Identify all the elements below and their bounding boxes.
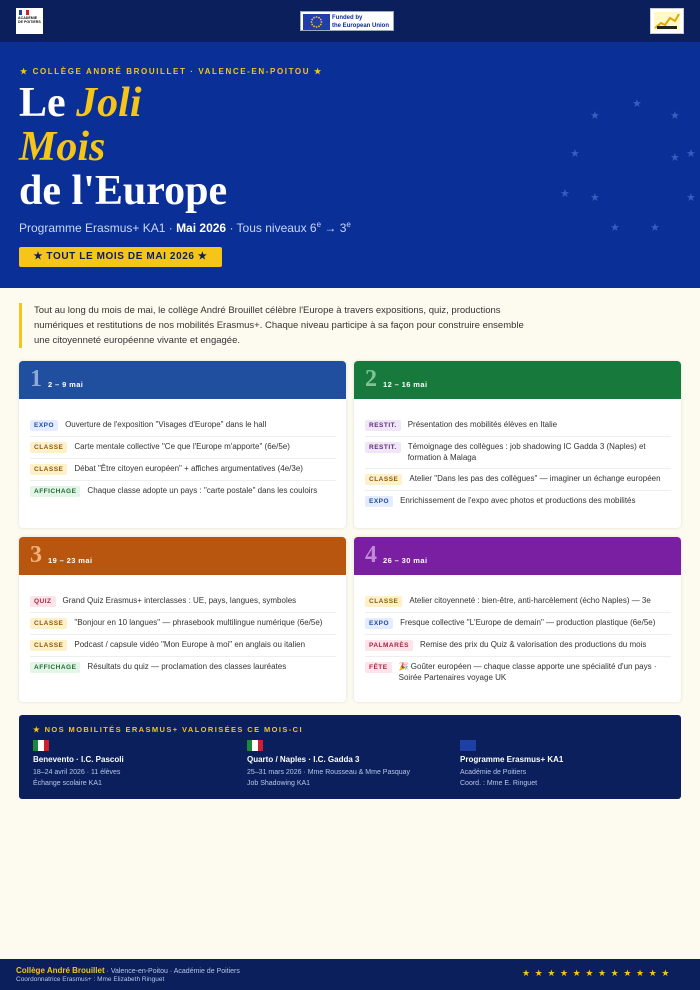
- title-mois: Mois: [19, 124, 106, 170]
- svg-text:★: ★: [686, 147, 696, 160]
- activity-text: Résultats du quiz — proclamation des classes lauréates: [87, 662, 287, 671]
- sub-program: Programme Erasmus+ KA1 ·: [19, 221, 177, 235]
- star-circle-decoration: [560, 87, 700, 287]
- week-card-2: [354, 361, 681, 528]
- eu-flag-icon: [460, 740, 476, 751]
- week-dates: 26 – 30 mai: [383, 556, 428, 565]
- activity-text: 🎉 Goûter européen — chaque classe apporte une spécialité d'un pays · Soirée Partenaires voyage UK: [398, 662, 657, 682]
- activity-row: [365, 635, 671, 657]
- activity-tag: CLASSE: [30, 442, 67, 453]
- intro-paragraph: Tout au long du mois de mai, le collège André Brouillet célèbre l'Europe à travers expositions, quiz, productions numériques et restitutions de nos mobilités Erasmus+. Chaque niveau participe à sa façon pour construire ensemble une citoyenneté européenne vivante et engagée.: [19, 303, 539, 348]
- italy-flag-icon: [33, 740, 49, 751]
- week-card-header: [19, 361, 346, 399]
- activity-row: [365, 415, 671, 437]
- page-title: [19, 81, 227, 213]
- page-footer: [0, 959, 700, 990]
- activity-tag: FÊTE: [365, 662, 392, 673]
- mobility-detail: 18–24 avril 2026 · 11 élèves: [33, 769, 121, 776]
- week-card-3: [19, 537, 346, 702]
- sub-sup-1: e: [316, 220, 322, 229]
- activity-text: Grand Quiz Erasmus+ interclasses : UE, pays, langues, symboles: [62, 596, 297, 605]
- mobility-type: Coord. : Mme E. Ringuet: [460, 780, 538, 787]
- activity-row: [30, 437, 336, 459]
- mobility-name: Benevento · I.C. Pascoli: [33, 755, 124, 764]
- eu-flag-icon: [303, 14, 330, 30]
- activity-row: [30, 481, 336, 502]
- activity-row: [30, 657, 336, 678]
- top-logo-bar: [0, 0, 700, 42]
- footer-coordinator: Coordonnatrice Erasmus+ : Mme Elizabeth Ringuet: [16, 976, 165, 983]
- activity-tag: CLASSE: [30, 640, 67, 651]
- svg-text:★: ★: [590, 109, 600, 122]
- activity-row: [30, 613, 336, 635]
- svg-text:★: ★: [670, 151, 680, 164]
- eu-logo-line1: Funded by: [332, 15, 363, 21]
- activity-row: [365, 591, 671, 613]
- activity-text: Chaque classe adopte un pays : "carte postale" dans les couloirs: [87, 486, 318, 495]
- week-number: 2: [365, 366, 377, 392]
- activity-tag: AFFICHAGE: [30, 486, 80, 497]
- activity-tag: QUIZ: [30, 596, 56, 607]
- activity-text: Atelier citoyenneté : bien-être, anti-harcèlement (écho Naples) — 3e: [409, 596, 651, 605]
- activity-row: [365, 469, 671, 491]
- week-number: 4: [365, 542, 377, 568]
- activity-text: Enrichissement de l'expo avec photos et productions des mobilités: [400, 496, 636, 505]
- activity-text: Témoignage des collègues : job shadowing IC Gadda 3 (Naples) et formation à Malaga: [407, 442, 646, 462]
- svg-text:★: ★: [686, 191, 696, 204]
- activity-text: Podcast / capsule vidéo "Mon Europe à moi" en anglais ou italien: [74, 640, 306, 649]
- french-flag-icon: [19, 10, 29, 15]
- activity-row: [365, 613, 671, 635]
- mobilities-title: ★ NOS MOBILITÉS ERASMUS+ VALORISÉES CE MOIS-CI: [33, 725, 303, 734]
- mobility-item: [460, 740, 660, 789]
- mobility-type: Échange scolaire KA1: [33, 780, 102, 787]
- activity-tag: CLASSE: [30, 464, 67, 475]
- eu-logo-line2: the European Union: [332, 23, 389, 29]
- activity-tag: RESTIT.: [365, 442, 401, 453]
- activity-tag: CLASSE: [30, 618, 67, 629]
- activity-row: [30, 635, 336, 657]
- week-card-header: [19, 537, 346, 575]
- activity-text: Présentation des mobilités élèves en Italie: [407, 420, 558, 429]
- week-number: 3: [30, 542, 42, 568]
- mobility-item: [247, 740, 477, 789]
- activity-text: "Bonjour en 10 langues" — phrasebook multilingue numérique (6e/5e): [74, 618, 323, 627]
- title-rest: de l'Europe: [19, 168, 228, 214]
- svg-text:★: ★: [590, 191, 600, 204]
- activity-row: [365, 491, 671, 512]
- mobility-item: [33, 740, 233, 789]
- week-card-1: [19, 361, 346, 528]
- activity-row: [30, 459, 336, 481]
- sub-arrow: → 3: [321, 221, 347, 235]
- eu-funding-logo: [300, 11, 394, 31]
- sub-sup-2: e: [346, 220, 351, 229]
- mobility-name: Programme Erasmus+ KA1: [460, 755, 564, 764]
- svg-text:★: ★: [632, 97, 642, 110]
- month-pill: ★ TOUT LE MOIS DE MAI 2026 ★: [19, 247, 222, 267]
- svg-text:★: ★: [610, 221, 620, 234]
- sub-levels: · Tous niveaux 6: [226, 221, 317, 235]
- activity-tag: CLASSE: [365, 596, 402, 607]
- activity-row: [30, 415, 336, 437]
- week-activities: [354, 575, 681, 688]
- week-dates: 19 – 23 mai: [48, 556, 93, 565]
- week-dates: 12 – 16 mai: [383, 380, 428, 389]
- activity-tag: PALMARÈS: [365, 640, 413, 651]
- mobility-detail: Académie de Poitiers: [460, 769, 527, 776]
- svg-text:★: ★: [670, 109, 680, 122]
- activity-tag: EXPO: [365, 496, 393, 507]
- week-activities: [19, 399, 346, 502]
- school-logo: [650, 8, 684, 34]
- activity-row: [365, 657, 671, 688]
- activity-tag: EXPO: [30, 420, 58, 431]
- activity-tag: CLASSE: [365, 474, 402, 485]
- activity-text: Ouverture de l'exposition "Visages d'Europe" dans le hall: [65, 420, 267, 429]
- hero-banner: [0, 42, 700, 288]
- activity-tag: RESTIT.: [365, 420, 401, 431]
- activity-tag: AFFICHAGE: [30, 662, 80, 673]
- academie-logo-text: ACADÉMIE DE POITIERS: [18, 16, 41, 24]
- mobilities-box: [19, 715, 681, 799]
- mobility-name: Quarto / Naples · I.C. Gadda 3: [247, 755, 360, 764]
- activity-text: Atelier "Dans les pas des collègues" — imaginer un échange européen: [409, 474, 661, 483]
- svg-text:★: ★: [650, 221, 660, 234]
- week-dates: 2 – 9 mai: [48, 380, 84, 389]
- footer-stars: ★★★★★★★★★★★★: [522, 968, 675, 978]
- activity-tag: EXPO: [365, 618, 393, 629]
- footer-place: · Valence-en-Poitou · Académie de Poitiers: [104, 968, 240, 975]
- activity-text: Remise des prix du Quiz & valorisation des productions du mois: [420, 640, 647, 649]
- footer-school: Collège André Brouillet: [16, 966, 105, 975]
- week-activities: [19, 575, 346, 678]
- week-card-header: [354, 537, 681, 575]
- week-card-4: [354, 537, 681, 702]
- mobility-detail: 25–31 mars 2026 · Mme Rousseau & Mme Pasquay: [247, 769, 411, 776]
- week-number: 1: [30, 366, 42, 392]
- hero-subtitle: [19, 220, 351, 235]
- svg-text:★: ★: [570, 147, 580, 160]
- activity-row: [365, 437, 671, 469]
- activity-text: Carte mentale collective "Ce que l'Europe m'apporte" (6e/5e): [74, 442, 290, 451]
- italy-flag-icon: [247, 740, 263, 751]
- title-joli: Joli: [76, 80, 142, 126]
- activity-text: Débat "Être citoyen européen" + affiches argumentatives (4e/3e): [74, 464, 303, 473]
- activity-text: Fresque collective "L'Europe de demain" — production plastique (6e/5e): [400, 618, 656, 627]
- activity-row: [30, 591, 336, 613]
- footer-school-line: [16, 966, 240, 975]
- svg-text:★: ★: [560, 187, 570, 200]
- week-card-header: [354, 361, 681, 399]
- week-activities: [354, 399, 681, 512]
- sub-date: Mai 2026: [176, 221, 227, 235]
- title-le: Le: [19, 80, 77, 126]
- mobility-type: Job Shadowing KA1: [247, 780, 311, 787]
- academie-logo: [16, 8, 43, 34]
- school-kicker: ★ COLLÈGE ANDRÉ BROUILLET · VALENCE-EN-POITOU ★: [20, 67, 323, 76]
